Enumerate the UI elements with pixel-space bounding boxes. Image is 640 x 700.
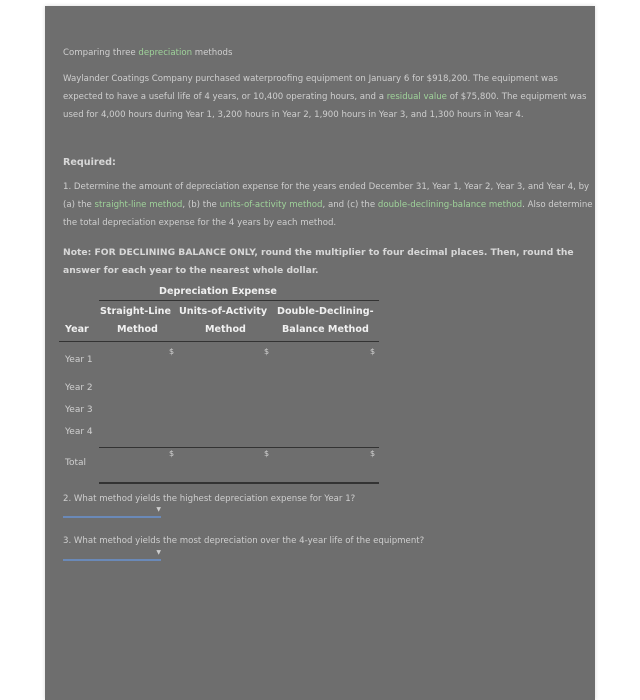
row-label-total: Total [65,458,87,468]
table-caption: Depreciation Expense [159,286,277,297]
row-label-year-1: Year 1 [65,355,93,365]
units-of-activity-link[interactable]: units-of-activity method [219,200,323,210]
problem-title [63,44,232,62]
chevron-down-icon: ▼ [156,549,161,556]
total-double-rule [99,482,379,484]
currency-sign: $ [264,449,270,458]
row-label-year-4: Year 4 [65,427,93,437]
col-year-header: Year [65,324,89,335]
col-ua-header-2: Method [205,324,246,335]
problem-sheet [45,6,595,700]
title-text-end: methods [192,48,233,58]
depreciation-link[interactable]: depreciation [138,48,193,58]
q1-text-d: . Also determine the total depreciation expense for the 4 years by each method. [63,200,593,228]
straight-line-link[interactable]: straight-line method [94,200,183,210]
chevron-down-icon: ▼ [156,506,161,513]
rounding-note: Note: FOR DECLINING BALANCE ONLY, round the multiplier to four decimal places. Then, round the answer for each year to the nearest whole dollar. [63,247,574,276]
col-ddb-header-2: Balance Method [282,324,369,335]
problem-description [63,70,591,124]
q1-text-a: 1. Determine the amount of depreciation expense for the years ended December 31, Year 1, Year 2, Year 3, and Year 4, by (a) the [63,182,590,210]
col-sl-header-2: Method [117,324,158,335]
question-1 [63,178,593,232]
currency-sign: $ [169,347,175,356]
q1-text-b: , (b) the [182,200,220,210]
currency-sign: $ [264,347,270,356]
dropdown-underline [63,516,161,518]
currency-sign: $ [169,449,175,458]
question-3: 3. What method yields the most depreciation over the 4-year life of the equipment? [63,536,425,546]
description-text-end: of $75,800. The equipment was used for 4,000 hours during Year 1, 3,200 hours in Year 2, 1,900 hours in Year 3, and 1,300 hours in Year 4. [63,92,587,120]
description-text: Waylander Coatings Company purchased waterproofing equipment on January 6 for $918,200. The equipment was expected to have a useful life of 4 years, or 10,400 operating hours, and a [63,74,558,102]
currency-sign: $ [370,449,376,458]
caption-rule [99,300,379,301]
col-ddb-header-1: Double-Declining- [277,306,374,317]
q1-text-c: , and (c) the [322,200,378,210]
required-label: Required: [63,157,116,168]
title-text: Comparing three [63,48,139,58]
q3-method-dropdown[interactable] [63,549,161,561]
row-label-year-2: Year 2 [65,383,93,393]
subtotal-rule [99,447,379,448]
dropdown-underline [63,559,161,561]
q2-method-dropdown[interactable] [63,506,161,518]
row-label-year-3: Year 3 [65,405,93,415]
double-declining-link[interactable]: double-declining-balance method [377,200,523,210]
col-ua-header-1: Units-of-Activity [179,306,268,317]
currency-sign: $ [370,347,376,356]
question-2: 2. What method yields the highest depreciation expense for Year 1? [63,494,356,504]
header-rule [59,341,379,342]
col-sl-header-1: Straight-Line [100,306,171,317]
residual-value-link[interactable]: residual value [386,92,447,102]
